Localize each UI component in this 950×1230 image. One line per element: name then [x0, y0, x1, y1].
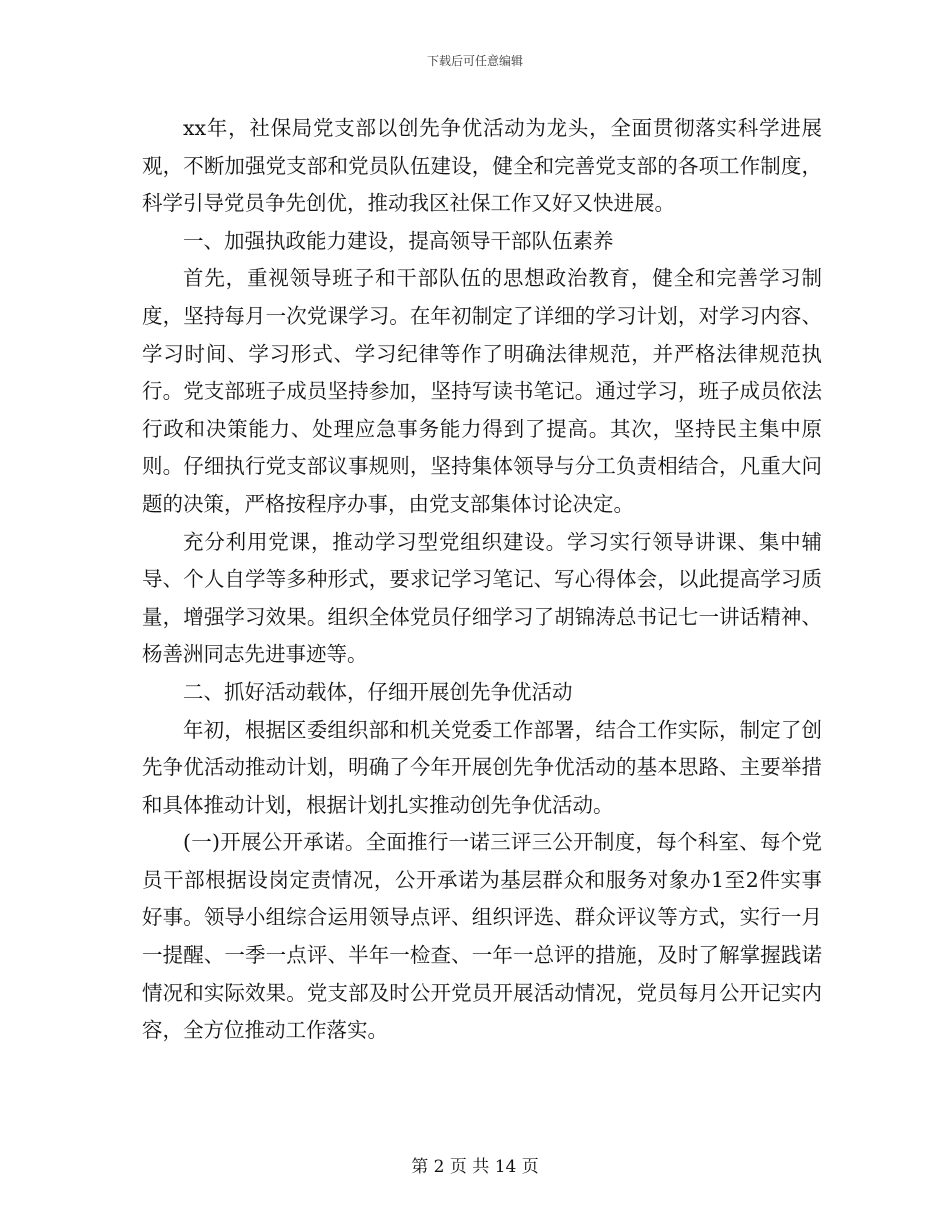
page-number: 第 2 页 共 14 页: [411, 1157, 539, 1177]
paragraph-leadership: 首先，重视领导班子和干部队伍的思想政治教育，健全和完善学习制度，坚持每月一次党课学习。在年初制定了详细的学习计划，对学习内容、学习时间、学习形式、学习纪律等作了明确法律规范，并严格法律规范执行。党支部班子成员坚持参加，坚持写读书笔记。通过学习，班子成员依法行政和决策能力、处理应急事务能力得到了提高。其次，坚持民主集中原则。仔细执行党支部议事规则，坚持集体领导与分工负责相结合，凡重大问题的决策，严格按程序办事，由党支部集体讨论决定。: [142, 266, 822, 516]
document-body: [142, 110, 822, 1050]
paragraph-public-commitment: (一)开展公开承诺。全面推行一诺三评三公开制度，每个科室、每个党员干部根据设岗定责情况，公开承诺为基层群众和服务对象办1至2件实事好事。领导小组综合运用领导点评、组织评选、群众评议等方式，实行一月一提醒、一季一点评、半年一检查、一年一总评的措施，及时了解掌握践诺情况和实际效果。党支部及时公开党员开展活动情况，党员每月公开记实内容，全方位推动工作落实。: [142, 830, 822, 1043]
paragraph-party-class: 充分利用党课，推动学习型党组织建设。学习实行领导讲课、集中辅导、个人自学等多种形式，要求记学习笔记、写心得体会，以此提高学习质量，增强学习效果。组织全体党员仔细学习了胡锦涛总书记七一讲话精神、杨善洲同志先进事迹等。: [142, 529, 822, 667]
page-header: 下载后可任意编辑: [426, 54, 523, 68]
section-heading-2: 二、抓好活动载体，仔细开展创先争优活动: [183, 679, 573, 704]
paragraph-intro: xx年，社保局党支部以创先争优活动为龙头，全面贯彻落实科学进展观，不断加强党支部和党员队伍建设，健全和完善党支部的各项工作制度，科学引导党员争先创优，推动我区社保工作又好又快进展。: [142, 116, 822, 216]
section-heading-1: 一、加强执政能力建设，提高领导干部队伍素养: [183, 228, 614, 253]
paragraph-plan: 年初，根据区委组织部和机关党委工作部署，结合工作实际，制定了创先争优活动推动计划，明确了今年开展创先争优活动的基本思路、主要举措和具体推动计划，根据计划扎实推动创先争优活动。: [142, 717, 822, 817]
